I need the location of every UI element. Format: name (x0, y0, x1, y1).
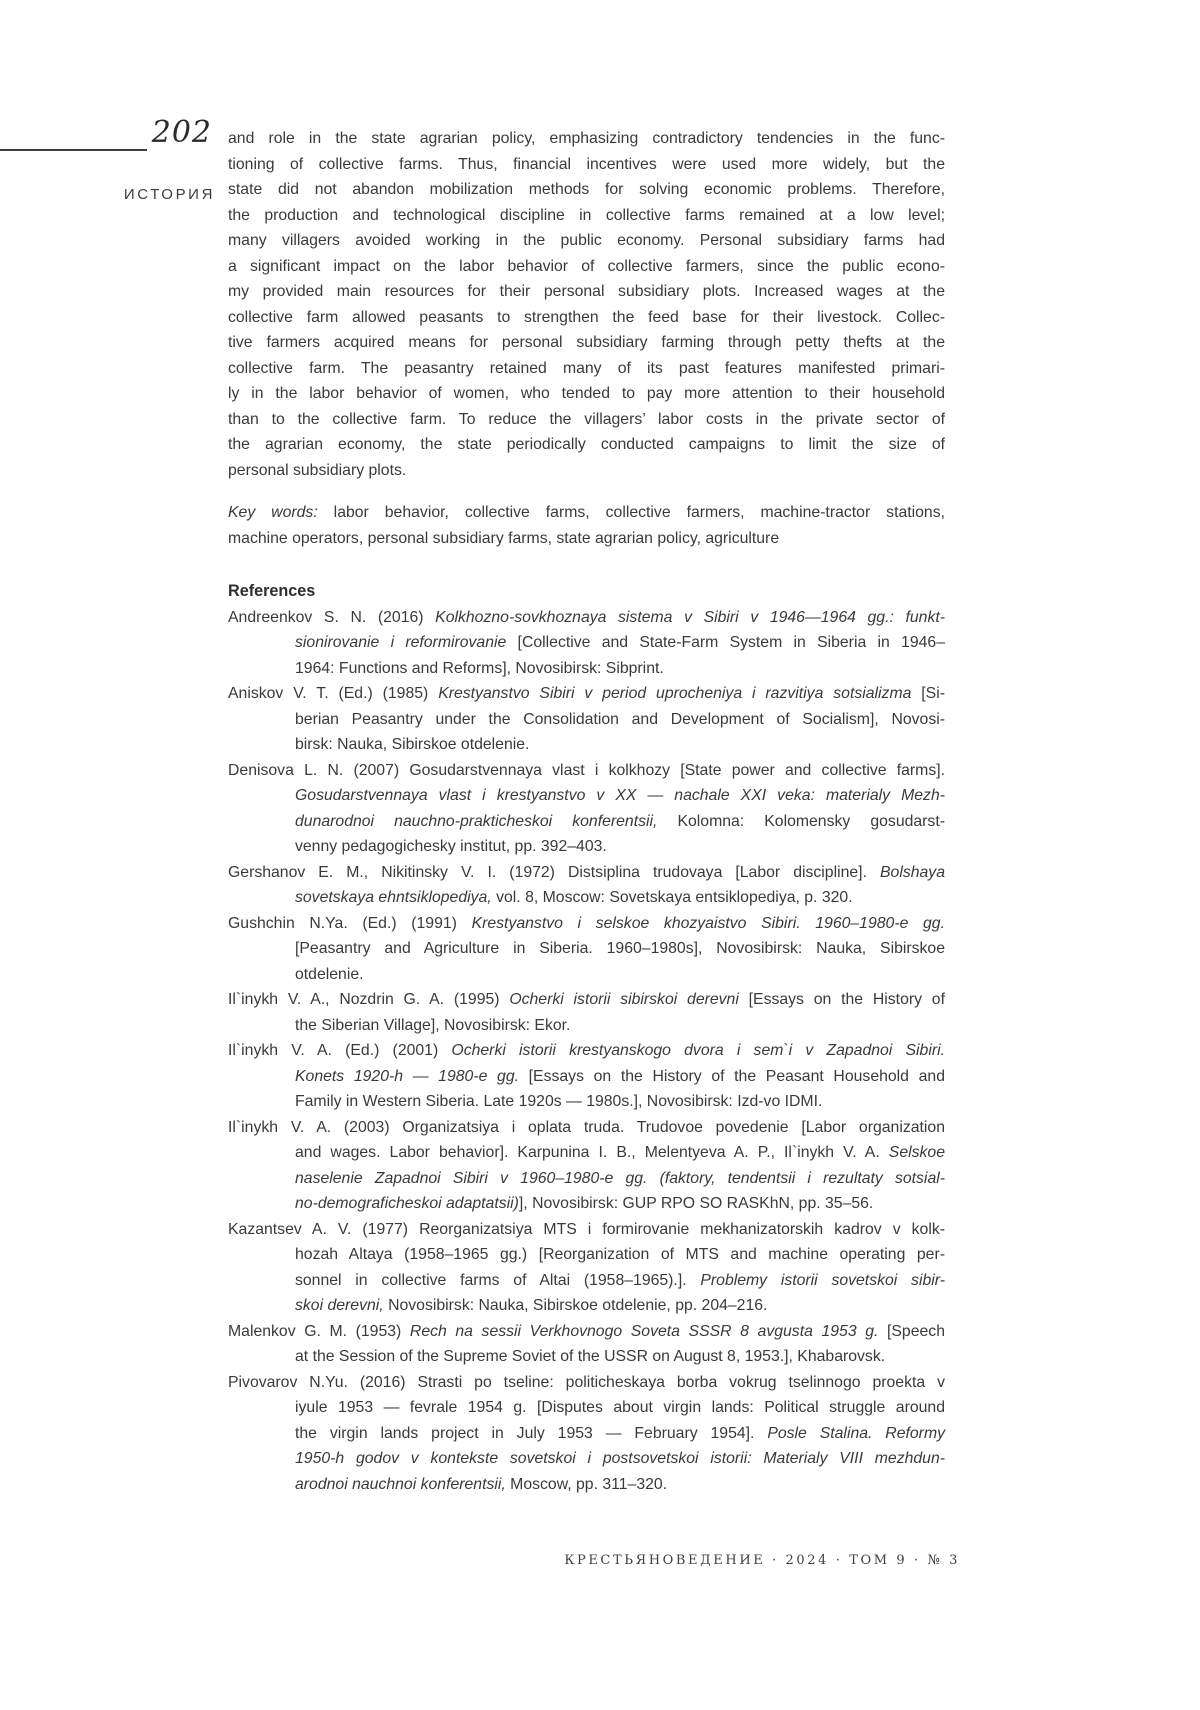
text-segment: and role in the state agrarian policy, emphasizing contradictory tendencies in the func- (228, 130, 945, 147)
text-segment: Il`inykh V. A., Nozdrin G. A. (1995) (228, 991, 510, 1008)
text-line (228, 1140, 945, 1166)
text-line (228, 656, 945, 682)
italic-text-segment: 1950-h godov v kontekste sovetskoi i postsovetskoi istorii: Materialy VIII mezhdun- (295, 1450, 945, 1467)
text-segment: Aniskov V. T. (Ed.) (1985) (228, 685, 439, 702)
text-line (228, 1038, 945, 1064)
reference-entry (228, 987, 945, 1038)
text-line (228, 860, 945, 886)
text-segment: Family in Western Siberia. Late 1920s — 1980s.], Novosibirsk: Izd-vo IDMI. (295, 1093, 823, 1110)
text-line (228, 279, 945, 305)
text-line (228, 681, 945, 707)
reference-entry (228, 605, 945, 682)
text-segment: Gershanov E. M., Nikitinsky V. I. (1972) Distsiplina trudovaya [Labor discipline]. (228, 863, 880, 881)
text-line (228, 305, 945, 331)
text-line (228, 630, 945, 656)
text-segment: [Collective and State-Farm System in Siberia in 1946– (506, 634, 945, 651)
italic-text-segment: arodnoi nauchnoi konferentsii, (295, 1475, 506, 1493)
text-segment: labor behavior, collective farms, collective farmers, machine-tractor stations, (317, 504, 945, 521)
italic-text-segment: Krestyanstvo Sibiri v period uprocheniya i razvitiya sotsializma (438, 685, 912, 702)
italic-text-segment: Ocherki istorii krestyanskogo dvora i sem`i v Zapadnoi Sibiri. (451, 1042, 945, 1059)
text-line (228, 758, 945, 784)
text-segment: machine operators, personal subsidiary farms, state agrarian policy, agriculture (228, 529, 780, 547)
text-line (228, 809, 945, 835)
text-line (228, 1064, 945, 1090)
text-line (228, 1446, 945, 1472)
section-label: ИСТОРИЯ (123, 186, 215, 203)
text-segment: [Essays on the History of the Peasant Household and (519, 1067, 945, 1085)
text-line (228, 126, 945, 152)
text-segment: otdelenie. (295, 965, 364, 983)
text-line (228, 1293, 945, 1319)
text-segment: ], Novosibirsk: GUP RPO SO RASKhN, pp. 35–56. (518, 1195, 874, 1212)
text-line (228, 936, 945, 962)
text-line (228, 834, 945, 860)
text-line (228, 177, 945, 203)
footer-journal-line: КРЕСТЬЯНОВЕДЕНИЕ · 2024 · ТОМ 9 · № 3 (564, 1553, 960, 1568)
text-segment: venny pedagogichesky institut, pp. 392–403. (295, 838, 607, 855)
text-line (228, 1115, 945, 1141)
italic-text-segment: Gosudarstvennaya vlast i krestyanstvo v XX — nachale XXI veka: materialy Mezh- (295, 787, 945, 804)
italic-text-segment: Rech na sessii Verkhovnogo Soveta SSSR 8 avgusta 1953 g. (409, 1322, 879, 1340)
references-heading: References (228, 582, 316, 600)
text-segment: the virgin lands project in July 1953 — February 1954]. (295, 1424, 768, 1442)
text-segment: [Speech (878, 1322, 945, 1340)
text-segment: berian Peasantry under the Consolidation and Development of Socialism], Novosi- (295, 710, 945, 728)
text-segment: ly in the labor behavior of women, who tended to pay more attention to their household (228, 385, 945, 402)
text-line (228, 500, 945, 526)
text-line (228, 330, 945, 356)
italic-text-segment: sovetskaya ehntsiklopediya, (295, 889, 492, 906)
text-segment: Kazantsev A. V. (1977) Reorganizatsiya MTS i formirovanie mekhanizatorskih kadrov v kolk- (228, 1220, 945, 1238)
text-segment: collective farm. The peasantry retained many of its past features manifested primari- (228, 359, 945, 377)
text-line (228, 458, 945, 484)
italic-text-segment: Key words: (228, 504, 318, 521)
italic-text-segment: Problemy istorii sovetskoi sibir- (700, 1271, 945, 1289)
text-segment: Andreenkov S. N. (2016) (228, 608, 436, 626)
text-line (228, 605, 945, 631)
text-line (228, 911, 945, 937)
text-line (228, 228, 945, 254)
reference-entry (228, 1217, 945, 1319)
text-segment: vol. 8, Moscow: Sovetskaya entsiklopediya, p. 320. (491, 889, 853, 906)
reference-entry (228, 1038, 945, 1115)
text-line (228, 1472, 945, 1498)
text-line (228, 203, 945, 229)
italic-text-segment: sionirovanie i reformirovanie (295, 634, 507, 651)
text-line (228, 254, 945, 280)
text-line (228, 987, 945, 1013)
text-segment: my provided main resources for their personal subsidiary plots. Increased wages at the (228, 283, 945, 300)
reference-entry (228, 758, 945, 860)
text-segment: iyule 1953 — fevrale 1954 g. [Disputes about virgin lands: Political struggle around (295, 1399, 945, 1416)
text-line (228, 152, 945, 178)
text-segment: tioning of collective farms. Thus, financial incentives were used more widely, but the (228, 155, 945, 173)
italic-text-segment: no-demograficheskoi adaptatsii) (295, 1195, 519, 1212)
text-segment: personal subsidiary plots. (228, 461, 407, 479)
reference-entry (228, 860, 945, 911)
text-line (228, 1421, 945, 1447)
text-segment: 1964: Functions and Reforms], Novosibirsk: Sibprint. (295, 659, 664, 677)
reference-entry (228, 1319, 945, 1370)
page-number: 202 (151, 115, 212, 150)
text-segment: state did not abandon mobilization methods for solving economic problems. Therefore, (228, 181, 945, 198)
text-line (228, 356, 945, 382)
text-line (228, 381, 945, 407)
italic-text-segment: Kolkhozno-sovkhoznaya sistema v Sibiri v 1946—1964 gg.: funkt- (435, 608, 946, 626)
italic-text-segment: skoi derevni, (295, 1297, 384, 1314)
text-line (228, 1319, 945, 1345)
text-line (228, 1268, 945, 1294)
text-line (228, 526, 945, 552)
text-segment: Il`inykh V. A. (2003) Organizatsiya i oplata truda. Trudovoe povedenie [Labor organization (228, 1118, 945, 1136)
text-segment: than to the collective farm. To reduce the villagers’ labor costs in the private sector of (228, 410, 945, 428)
reference-entry (228, 1370, 945, 1498)
reference-entry (228, 681, 945, 758)
text-segment: at the Session of the Supreme Soviet of the USSR on August 8, 1953.], Khabarovsk. (295, 1348, 886, 1365)
text-line (228, 407, 945, 433)
italic-text-segment: Bolshaya (880, 863, 945, 881)
italic-text-segment: Posle Stalina. Reformy (767, 1424, 945, 1442)
text-line (228, 783, 945, 809)
text-segment: Gushchin N.Ya. (Ed.) (1991) (228, 914, 472, 932)
keywords-paragraph (228, 500, 945, 551)
text-segment: hozah Altaya (1958–1965 gg.) [Reorganization of MTS and machine operating per- (295, 1246, 945, 1263)
text-line (228, 885, 945, 911)
text-line (228, 1166, 945, 1192)
text-segment: tive farmers acquired means for personal subsidiary farming through petty thefts at the (228, 334, 945, 351)
text-segment: the agrarian economy, the state periodically conducted campaigns to limit the size of (228, 436, 945, 453)
text-segment: Malenkov G. M. (1953) (228, 1322, 410, 1340)
text-line (228, 1013, 945, 1039)
text-segment: birsk: Nauka, Sibirskoe otdelenie. (295, 736, 530, 753)
text-line (228, 1191, 945, 1217)
text-segment: the production and technological discipline in collective farms remained at a low level; (228, 206, 945, 224)
text-segment: collective farm allowed peasants to strengthen the feed base for their livestock. Collec- (228, 308, 945, 326)
references-list (228, 605, 945, 1498)
text-segment: Moscow, pp. 311–320. (505, 1475, 668, 1493)
text-segment: many villagers avoided working in the public economy. Personal subsidiary farms had (228, 232, 945, 249)
text-line (228, 1370, 945, 1396)
text-segment: Pivovarov N.Yu. (2016) Strasti po tseline: politicheskaya borba vokrug tselinnogo proekta v (228, 1373, 945, 1391)
text-line (228, 1217, 945, 1243)
italic-text-segment: Selskoe (888, 1144, 945, 1161)
italic-text-segment: naselenie Zapadnoi Sibiri v 1960–1980-e gg. (faktory, tendentsii i rezultaty sotsial- (295, 1169, 945, 1187)
text-line (228, 1089, 945, 1115)
text-segment: [Essays on the History of (738, 991, 945, 1008)
text-line (228, 1344, 945, 1370)
text-segment: Il`inykh V. A. (Ed.) (2001) (228, 1042, 452, 1059)
text-line (228, 962, 945, 988)
italic-text-segment: Ocherki istorii sibirskoi derevni (509, 991, 739, 1008)
italic-text-segment: Konets 1920-h — 1980-e gg. (295, 1067, 519, 1085)
text-line (228, 732, 945, 758)
text-segment: the Siberian Village], Novosibirsk: Ekor. (295, 1016, 571, 1034)
italic-text-segment: dunarodnoi nauchno-prakticheskoi konferentsii, (295, 812, 658, 830)
text-segment: Kolomna: Kolomensky gosudarst- (657, 812, 945, 830)
reference-entry (228, 1115, 945, 1217)
reference-entry (228, 911, 945, 988)
text-segment: [Peasantry and Agriculture in Siberia. 1960–1980s], Novosibirsk: Nauka, Sibirskoe (295, 940, 945, 957)
italic-text-segment: Krestyanstvo i selskoe khozyaistvo Sibiri. 1960–1980-e gg. (471, 914, 945, 932)
text-segment: and wages. Labor behavior]. Karpunina I. B., Melentyeva A. P., Il`inykh V. A. (295, 1144, 889, 1161)
text-segment: [Si- (911, 685, 945, 702)
text-segment: Novosibirsk: Nauka, Sibirskoe otdelenie, pp. 204–216. (383, 1297, 768, 1314)
text-segment: a significant impact on the labor behavior of collective farmers, since the public econo- (228, 257, 945, 275)
main-text-column (228, 126, 945, 1497)
text-segment: sonnel in collective farms of Altai (1958–1965).]. (295, 1271, 701, 1289)
text-segment: Denisova L. N. (2007) Gosudarstvennaya vlast i kolkhozy [State power and collective farms]. (228, 761, 945, 779)
text-line (228, 1242, 945, 1268)
text-line (228, 707, 945, 733)
abstract-paragraph (228, 126, 945, 483)
text-line (228, 1395, 945, 1421)
text-line (228, 432, 945, 458)
